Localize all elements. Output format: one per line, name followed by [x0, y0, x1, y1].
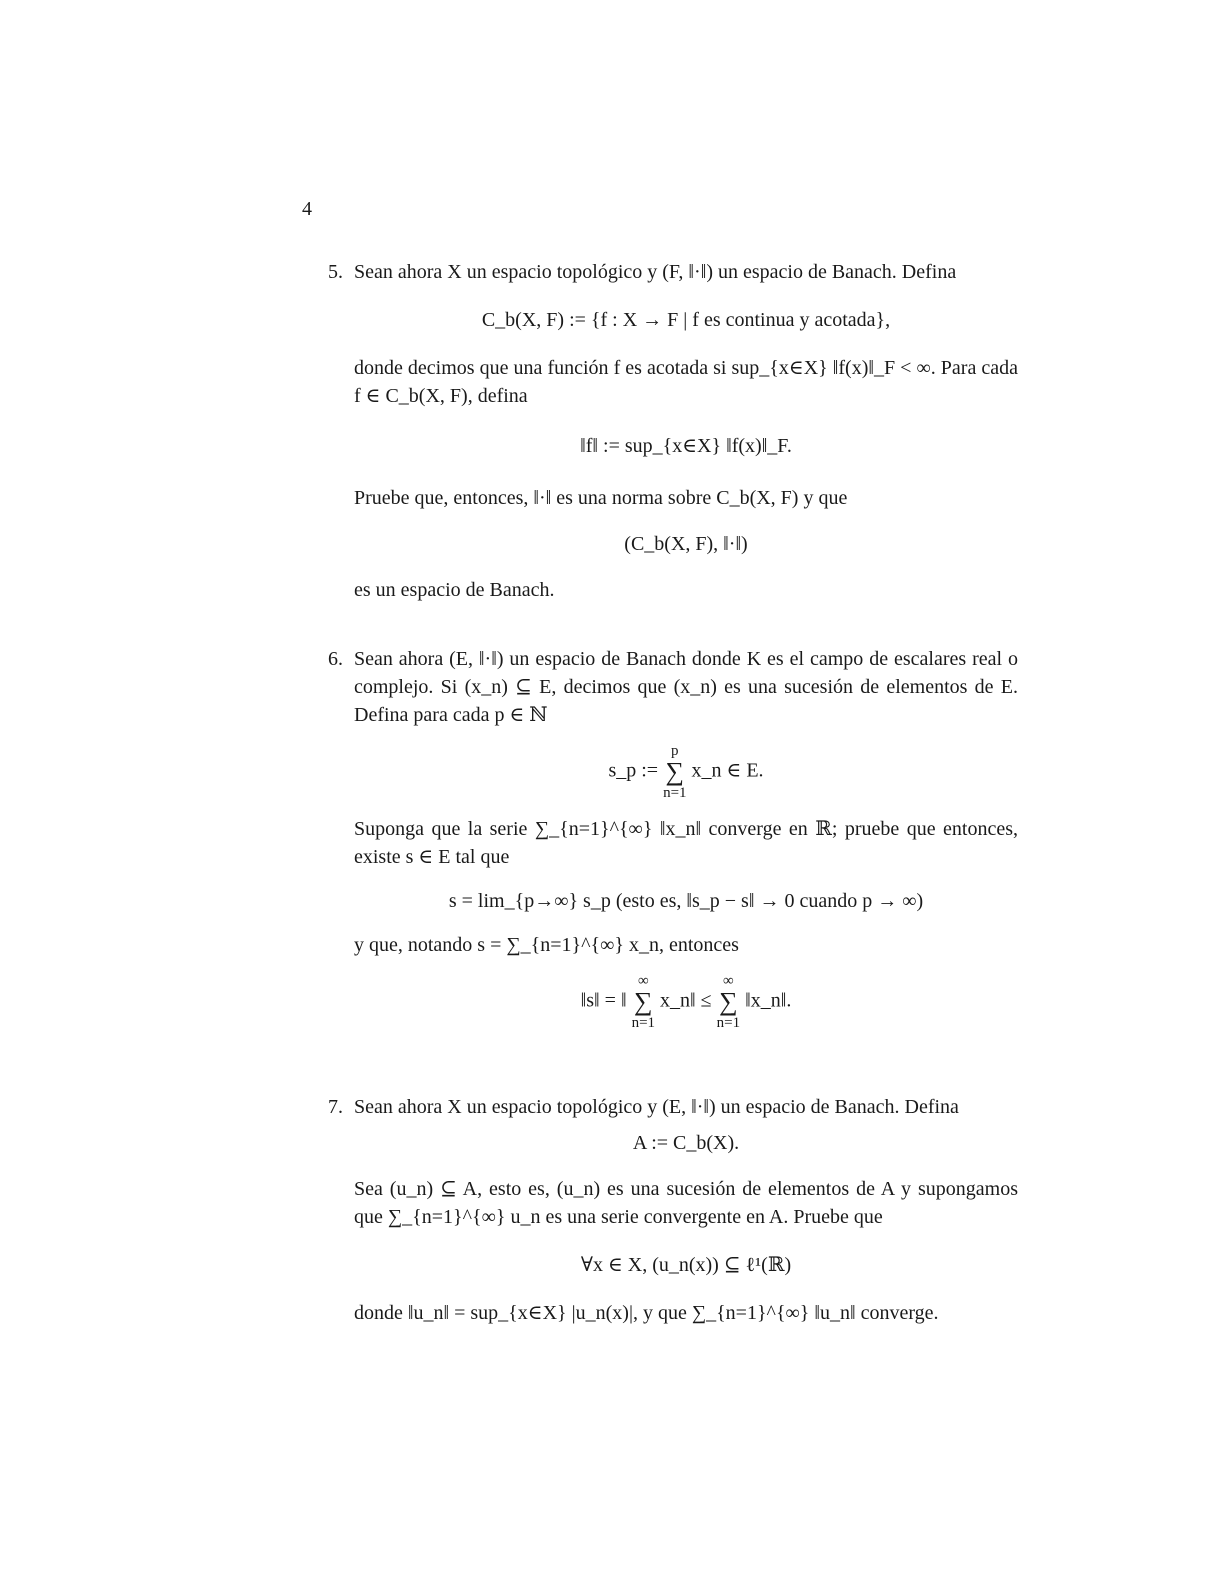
display-equation: ‖f‖ := sup_{x∈X} ‖f(x)‖_F. [580, 435, 792, 457]
display-equation: s = lim_{p→∞} s_p (esto es, ‖s_p − s‖ → 0 cuando p → ∞) [448, 890, 924, 912]
display-equation: ∀x ∈ X, (u_n(x)) ⊆ ℓ¹(ℝ) [580, 1254, 792, 1276]
exercise-number: 5. [328, 261, 343, 283]
exercise-7 [328, 1093, 1018, 1327]
summation [663, 743, 686, 801]
sum-lower-limit: n=1 [716, 1015, 741, 1031]
display-equation: (C_b(X, F), ‖·‖) [624, 533, 748, 555]
exercise-5 [328, 258, 1018, 604]
sum-lower-limit: n=1 [631, 1015, 656, 1031]
equation-rhs: x_n ∈ E. [691, 759, 764, 782]
exercise-text: donde ‖u_n‖ = sup_{x∈X} |u_n(x)|, y que ∑_{n=1}^{∞} ‖u_n‖ converge. [354, 1302, 939, 1324]
summation [717, 973, 740, 1031]
display-equation [354, 743, 1018, 801]
exercise-number: 6. [328, 648, 343, 670]
sum-lower-limit: n=1 [663, 785, 687, 801]
exercise-intro: Sean ahora X un espacio topológico y (F, ‖·‖) un espacio de Banach. Defina [354, 261, 957, 283]
equation-lhs: ‖s‖ = ‖ [580, 989, 627, 1012]
page-number: 4 [302, 198, 312, 220]
exercise-text: y que, notando s = ∑_{n=1}^{∞} x_n, entonces [354, 934, 739, 956]
sum-upper-limit: p [671, 743, 679, 759]
sum-upper-limit: ∞ [637, 973, 649, 989]
exercise-text: donde decimos que una función f es acotada si sup_{x∈X} ‖f(x)‖_F < ∞. Para cada f ∈ C_b(X, F), defina [354, 357, 1018, 407]
sum-symbol: ∑ [634, 987, 653, 1016]
exercise-text: Suponga que la serie ∑_{n=1}^{∞} ‖x_n‖ converge en ℝ; pruebe que entonces, existe s ∈ E tal que [354, 818, 1018, 868]
display-equation: A := C_b(X). [632, 1132, 740, 1154]
sum-upper-limit: ∞ [723, 973, 734, 989]
sum-symbol: ∑ [665, 757, 685, 786]
display-equation [354, 973, 1018, 1031]
equation-lhs: s_p := [608, 759, 659, 782]
exercise-number: 7. [328, 1096, 343, 1118]
exercise-intro: Sean ahora (E, ‖·‖) un espacio de Banach donde K es el campo de escalares real o complejo. Si (x_n) ⊆ E, decimos que (x_n) es una sucesión de elementos de E. Defina para cada p ∈ ℕ [354, 648, 1018, 726]
exercise-text: Sea (u_n) ⊆ A, esto es, (u_n) es una sucesión de elementos de A y supongamos que ∑_{n=1}^{∞} u_n es una serie convergente en A. Pruebe que [354, 1178, 1018, 1228]
summation [632, 973, 655, 1031]
display-equation: C_b(X, F) := {f : X → F | f es continua y acotada}, [481, 309, 891, 331]
sum-symbol: ∑ [719, 987, 738, 1016]
exercise-text: Pruebe que, entonces, ‖·‖ es una norma sobre C_b(X, F) y que [354, 487, 848, 509]
equation-middle: x_n‖ ≤ [660, 989, 712, 1012]
exercise-intro: Sean ahora X un espacio topológico y (E, ‖·‖) un espacio de Banach. Defina [354, 1096, 959, 1118]
exercise-6 [328, 645, 1018, 1031]
exercise-text: es un espacio de Banach. [354, 579, 555, 601]
equation-rhs: ‖x_n‖. [745, 989, 792, 1012]
